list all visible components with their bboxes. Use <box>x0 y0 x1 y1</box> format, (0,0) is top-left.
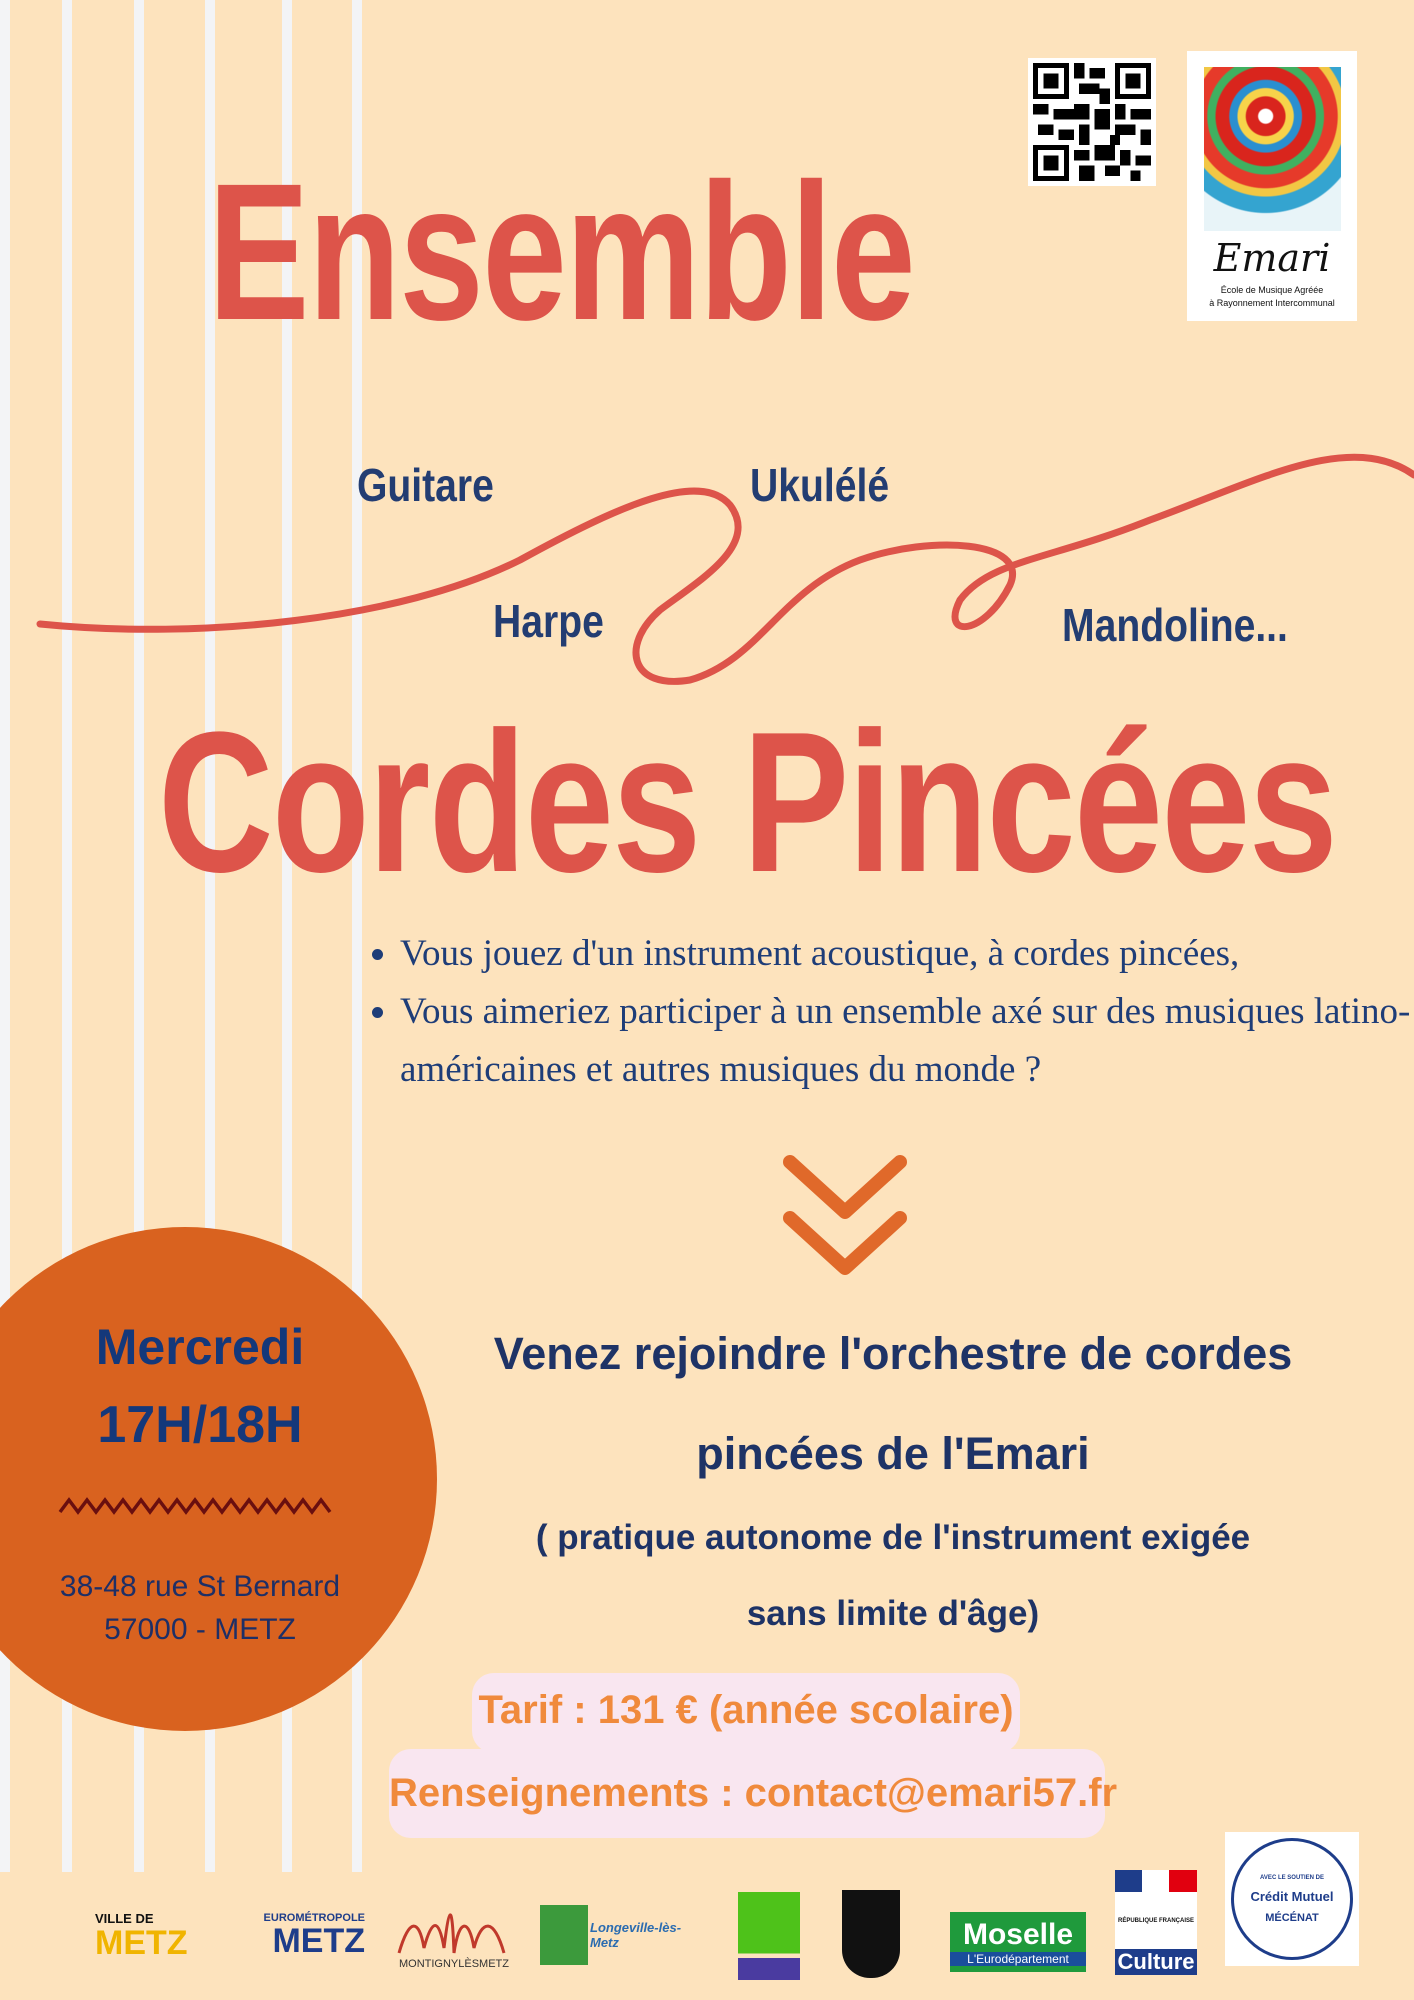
logo-text: Longeville-lès-Metz <box>590 1920 682 1950</box>
emari-subtitle-2: à Rayonnement Intercommunal <box>1209 298 1335 308</box>
logo-text: MÉCÉNAT <box>1265 1911 1319 1924</box>
logo-ville-de-metz <box>55 1905 205 1965</box>
logo-green-coat <box>738 1892 800 1980</box>
logo-text: Culture <box>1115 1949 1197 1975</box>
schedule-day: Mercredi <box>95 1319 305 1375</box>
string-curve <box>0 430 1414 710</box>
title-cordes-pincees: Cordes Pincées <box>158 691 1337 914</box>
schedule-time: 17H/18H <box>97 1396 303 1454</box>
logo-text: AVEC LE SOUTIEN DE <box>1260 1874 1324 1881</box>
invite-note-2: sans limite d'âge) <box>746 1594 1040 1633</box>
emari-name: Emari <box>1213 236 1331 280</box>
logo-text: EUROMÉTROPOLE <box>263 1912 365 1924</box>
montigny-mark-icon <box>394 1898 514 1958</box>
logo-text: VILLE DE <box>95 1910 154 1926</box>
logo-ministere-culture <box>1115 1870 1197 1975</box>
logo-longeville <box>540 1905 700 1965</box>
qr-code-icon[interactable] <box>1028 58 1156 186</box>
logo-credit-mutuel <box>1225 1832 1359 1966</box>
double-chevron-down-icon <box>780 1150 910 1280</box>
emari-artwork <box>1204 67 1341 231</box>
logo-text: MONTIGNYLÈSMETZ <box>398 1958 509 1970</box>
logo-eurometropole-metz <box>225 1905 365 1965</box>
bullet-item: • Vous jouez d'un instrument acoustique, à cordes pincées, <box>400 925 1414 983</box>
address-street: 38-48 rue St Bernard <box>59 1570 341 1603</box>
logo-text: RÉPUBLIQUE FRANÇAISE <box>1117 1917 1194 1924</box>
instrument-ukulele: Ukulélé <box>750 459 890 511</box>
invite-line-1: Venez rejoindre l'orchestre de cordes <box>493 1328 1293 1379</box>
emari-logo <box>1187 51 1357 321</box>
invite-note-1: ( pratique autonome de l'instrument exigée <box>535 1518 1251 1557</box>
instrument-mandoline: Mandoline... <box>1062 599 1288 651</box>
invite-line-2: pincées de l'Emari <box>696 1428 1090 1479</box>
logo-text: METZ <box>272 1922 365 1960</box>
logo-text: METZ <box>95 1923 188 1962</box>
logo-text: Crédit Mutuel <box>1250 1888 1334 1904</box>
wavy-divider <box>58 1492 348 1516</box>
schedule-circle <box>0 1227 437 1731</box>
logo-montigny <box>388 1880 520 1970</box>
tarif-badge: Tarif : 131 € (année scolaire) <box>472 1673 1020 1753</box>
marianne-flag-icon <box>1115 1870 1197 1892</box>
logo-coat-of-arms <box>842 1890 900 1978</box>
instrument-guitare: Guitare <box>357 459 494 511</box>
logo-moselle <box>950 1912 1086 1972</box>
contact-link[interactable]: Renseignements : contact@emari57.fr <box>389 1749 1105 1838</box>
emari-subtitle-1: École de Musique Agréée <box>1220 285 1324 295</box>
title-ensemble: Ensemble <box>208 143 915 361</box>
bullet-list <box>360 925 1414 1099</box>
instrument-harpe: Harpe <box>493 595 604 647</box>
bullet-item: • Vous aimeriez participer à un ensemble axé sur des musiques latino-américaines et autres musiques du monde ? <box>400 983 1414 1099</box>
logo-text: Moselle <box>962 1918 1074 1951</box>
logo-text: L'Eurodépartement <box>950 1952 1086 1966</box>
address-city: 57000 - METZ <box>104 1613 296 1646</box>
